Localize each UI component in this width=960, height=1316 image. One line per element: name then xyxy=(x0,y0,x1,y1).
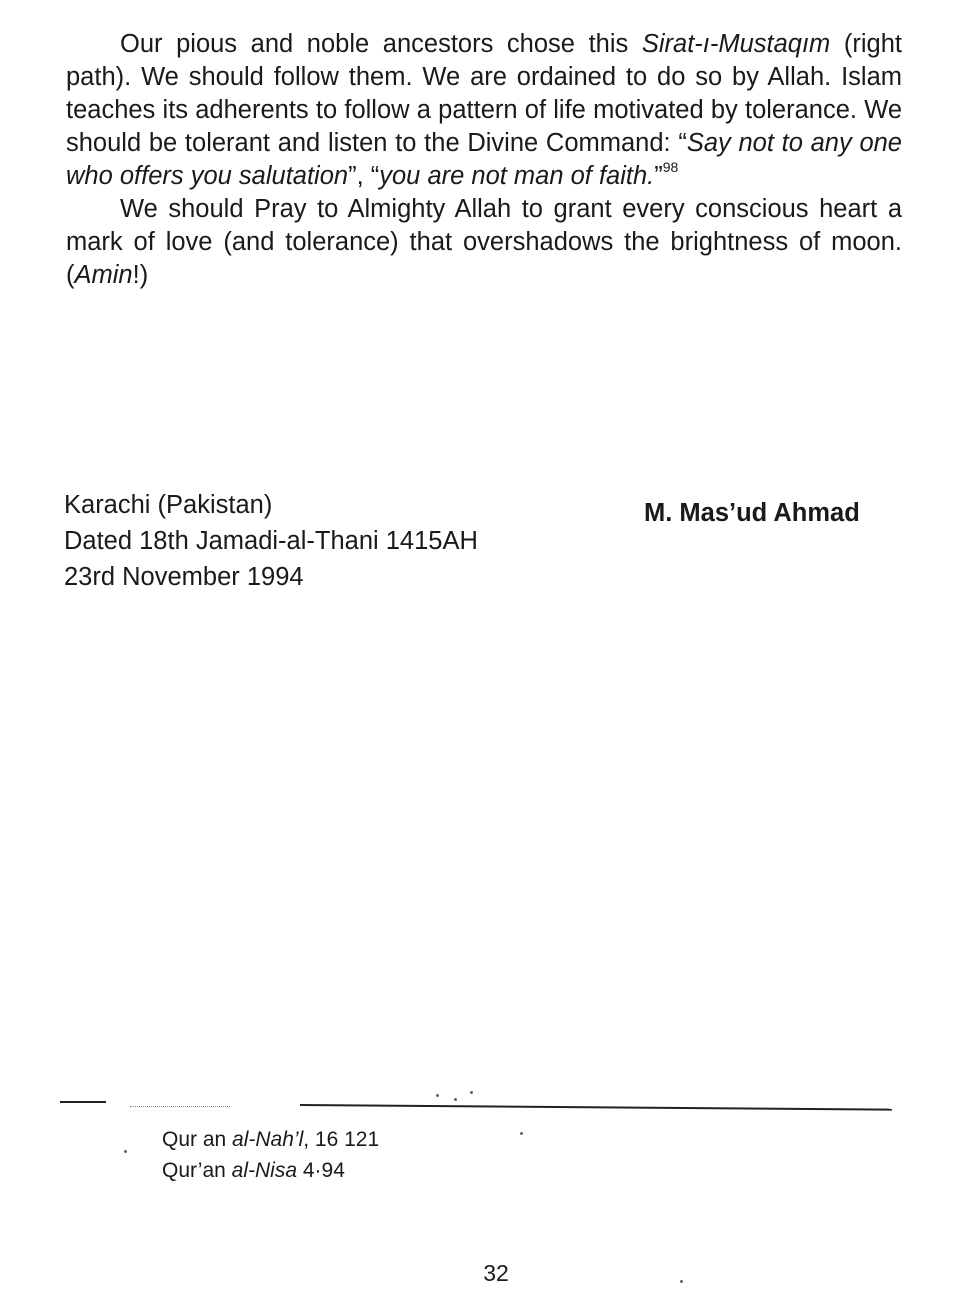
scan-speck xyxy=(470,1091,473,1094)
footnote-source: al-Nisa xyxy=(231,1159,298,1182)
footnote-ref: , 16 121 xyxy=(303,1128,380,1151)
signature-block xyxy=(64,487,478,595)
footnote-source: al-Nah’l xyxy=(232,1128,304,1151)
text-segment: Our pious and noble ancestors chose this xyxy=(120,30,642,58)
footnote-prefix: Qur’an xyxy=(162,1159,232,1182)
scan-speck xyxy=(454,1098,457,1101)
text-segment: We should Pray to Almighty Allah to grant every conscious heart a mark of love (and tolerance) that overshadows the brightness of moon. ( xyxy=(66,195,902,289)
text-segment: (right path). We should follow them. We are ordained to do so by Allah. Islam teaches its adherents to follow a pattern of life motivated by tolerance. We should be tolerant and listen to the Divine Command: “ xyxy=(66,30,902,157)
footnote-prefix: Qur an xyxy=(162,1128,233,1151)
text-segment: Amin xyxy=(74,261,133,289)
signature-place: Karachi (Pakistan) xyxy=(64,491,273,519)
text-segment: Sirat-ı-Mustaqım xyxy=(641,30,831,58)
author-name: M. Mas’ud Ahmad xyxy=(644,499,860,527)
text-segment: Say not to any one who offers you salutation xyxy=(66,129,902,190)
footnote-marker: 98 xyxy=(662,159,679,175)
footnote-item xyxy=(162,1155,379,1186)
footnote-rule-dotted xyxy=(130,1106,230,1107)
footnote-rule-long xyxy=(300,1104,892,1111)
scan-speck xyxy=(124,1150,127,1153)
body-text xyxy=(66,28,902,292)
scan-speck xyxy=(520,1132,523,1135)
signature-date: 23rd November 1994 xyxy=(64,563,304,591)
page-number: 32 xyxy=(483,1260,509,1286)
text-segment: you are not man of faith. xyxy=(379,162,655,190)
text-segment: ”, “ xyxy=(348,162,380,190)
footnote-item xyxy=(162,1124,379,1155)
footnote-rule-short xyxy=(60,1101,106,1103)
paragraph-1 xyxy=(66,28,902,193)
paragraph-2 xyxy=(66,193,902,292)
signature-dated: Dated 18th Jamadi-al-Thani 1415AH xyxy=(64,527,478,555)
scan-speck xyxy=(436,1094,439,1097)
footnote-ref: 4·94 xyxy=(297,1159,345,1182)
text-segment: !) xyxy=(132,261,149,289)
text-segment: ” xyxy=(654,162,663,190)
footnotes xyxy=(162,1124,379,1186)
